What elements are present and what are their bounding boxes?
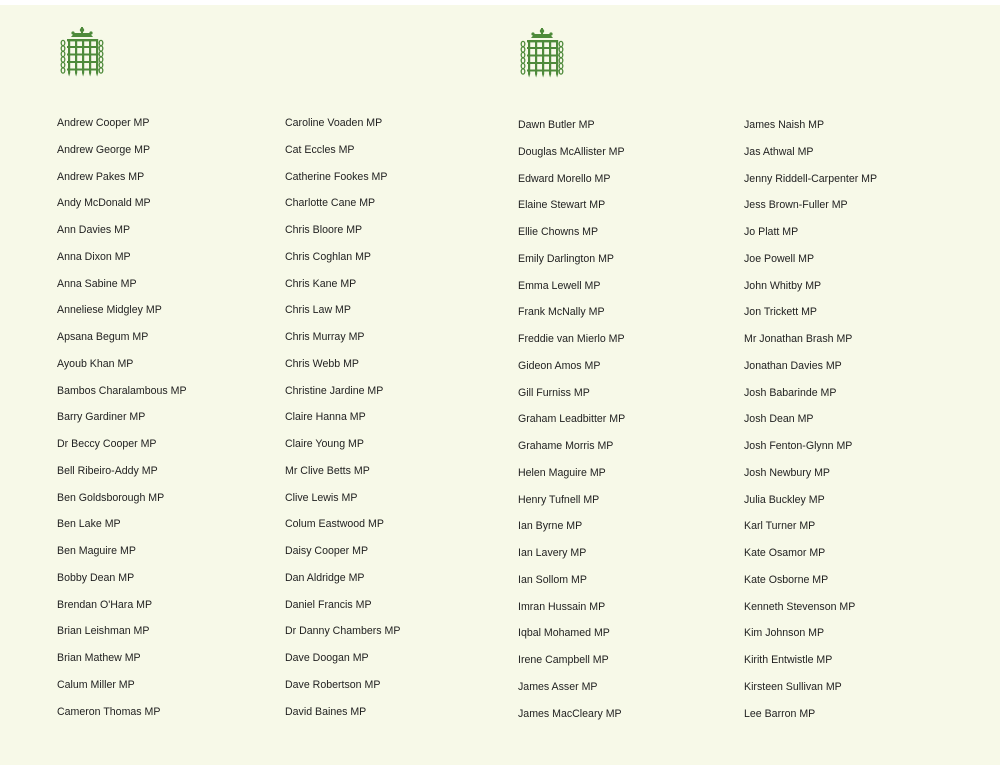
name-column-4 bbox=[744, 116, 877, 731]
signatory-name: Caroline Voaden MP bbox=[285, 117, 383, 129]
signatory-name: Josh Babarinde MP bbox=[744, 386, 837, 399]
signatory-name: Gideon Amos MP bbox=[518, 359, 601, 372]
signatory-name: Karl Turner MP bbox=[744, 520, 816, 533]
signatory-name: Claire Young MP bbox=[285, 438, 364, 450]
signatory-name: Henry Tufnell MP bbox=[518, 493, 600, 506]
signatory-name: David Baines MP bbox=[285, 705, 367, 718]
signatory-name: Chris Kane MP bbox=[285, 277, 357, 290]
signatory-name: Christine Jardine MP bbox=[285, 384, 384, 397]
signatory-name: Daisy Cooper MP bbox=[285, 545, 369, 557]
signatory-name: Ben Lake MP bbox=[57, 518, 121, 531]
signatory-name: James MacCleary MP bbox=[518, 707, 622, 720]
signatory-name: John Whitby MP bbox=[744, 279, 822, 292]
signatory-name: Barry Gardiner MP bbox=[57, 411, 146, 424]
signatory-name: Brian Mathew MP bbox=[57, 652, 141, 664]
signatory-name: Claire Hanna MP bbox=[285, 411, 366, 424]
portcullis-icon bbox=[519, 28, 565, 78]
signatory-name: Jonathan Davies MP bbox=[744, 359, 842, 372]
signatory-name: Emma Lewell MP bbox=[518, 279, 601, 292]
signatory-name: Iqbal Mohamed MP bbox=[518, 627, 610, 640]
signatory-name: Mr Jonathan Brash MP bbox=[744, 333, 853, 345]
signatory-name: Kirsteen Sullivan MP bbox=[744, 680, 842, 693]
signatory-name: Mr Clive Betts MP bbox=[285, 464, 370, 477]
signatory-name: Colum Eastwood MP bbox=[285, 518, 384, 531]
signatory-name: Graham Leadbitter MP bbox=[518, 413, 626, 426]
signatory-name: Anna Dixon MP bbox=[57, 250, 131, 263]
signatory-name: Andy McDonald MP bbox=[57, 197, 151, 210]
signatory-name: Kirith Entwistle MP bbox=[744, 654, 833, 666]
signatory-name: Kenneth Stevenson MP bbox=[744, 600, 856, 613]
signatory-name: Julia Buckley MP bbox=[744, 493, 825, 506]
signatory-name: Daniel Francis MP bbox=[285, 598, 372, 611]
signatory-name: Douglas McAllister MP bbox=[518, 145, 625, 158]
signatory-name: Brendan O'Hara MP bbox=[57, 598, 153, 611]
signatory-name: Ben Maguire MP bbox=[57, 545, 136, 557]
signatory-name: Cat Eccles MP bbox=[285, 143, 355, 156]
signatory-name: Lee Barron MP bbox=[744, 707, 816, 720]
signatory-name: Catherine Fookes MP bbox=[285, 170, 388, 183]
signatory-name: Josh Newbury MP bbox=[744, 466, 830, 479]
signatory-name: Josh Dean MP bbox=[744, 413, 814, 426]
name-column-1 bbox=[57, 114, 187, 729]
signatory-name: Clive Lewis MP bbox=[285, 491, 358, 504]
signatory-name: Andrew Cooper MP bbox=[57, 117, 150, 129]
signatory-name: Emily Darlington MP bbox=[518, 252, 614, 265]
signatory-name: Anneliese Midgley MP bbox=[57, 304, 162, 317]
signatory-name: Freddie van Mierlo MP bbox=[518, 333, 625, 345]
signatory-name: Imran Hussain MP bbox=[518, 600, 606, 613]
signatory-name: Ellie Chowns MP bbox=[518, 226, 599, 238]
signatory-name: Charlotte Cane MP bbox=[285, 197, 376, 210]
signatory-name: James Asser MP bbox=[518, 680, 598, 693]
signatory-name: Kate Osamor MP bbox=[744, 547, 826, 559]
page-top-margin bbox=[0, 0, 1000, 5]
signatory-name: Jess Brown-Fuller MP bbox=[744, 199, 848, 212]
signatory-name: Bambos Charalambous MP bbox=[57, 384, 187, 397]
signatory-name: Ian Byrne MP bbox=[518, 520, 583, 533]
signatory-name: Kate Osborne MP bbox=[744, 573, 829, 586]
signatory-name: Ayoub Khan MP bbox=[57, 357, 134, 370]
signatory-name: Dr Beccy Cooper MP bbox=[57, 438, 157, 450]
signatory-name: Gill Furniss MP bbox=[518, 386, 590, 399]
signatory-name: Andrew George MP bbox=[57, 143, 151, 156]
signatory-name: Cameron Thomas MP bbox=[57, 705, 161, 718]
name-column-3 bbox=[518, 116, 625, 731]
signatory-name: Josh Fenton-Glynn MP bbox=[744, 440, 853, 452]
signatory-name: Ben Goldsborough MP bbox=[57, 491, 165, 504]
signatory-name: Dave Doogan MP bbox=[285, 652, 369, 664]
signatory-name: Ian Lavery MP bbox=[518, 547, 587, 559]
signatory-name: Chris Webb MP bbox=[285, 357, 359, 370]
signatory-name: Anna Sabine MP bbox=[57, 277, 137, 290]
signatory-name: Bell Ribeiro-Addy MP bbox=[57, 464, 158, 477]
signatory-name: Chris Murray MP bbox=[285, 331, 365, 343]
signatory-name: Grahame Morris MP bbox=[518, 440, 614, 452]
signatory-name: Brian Leishman MP bbox=[57, 625, 150, 638]
signatory-name: Chris Coghlan MP bbox=[285, 250, 371, 263]
signatory-name: Helen Maguire MP bbox=[518, 466, 606, 479]
portcullis-icon bbox=[59, 27, 105, 77]
signatory-name: Kim Johnson MP bbox=[744, 627, 825, 640]
signatory-name: Andrew Pakes MP bbox=[57, 170, 145, 183]
signatory-name: Jas Athwal MP bbox=[744, 145, 814, 158]
signatory-name: Dave Robertson MP bbox=[285, 678, 381, 691]
signatory-name: Ian Sollom MP bbox=[518, 573, 587, 586]
signatory-name: Bobby Dean MP bbox=[57, 571, 135, 584]
signatory-name: Dr Danny Chambers MP bbox=[285, 625, 401, 638]
signatory-name: Chris Law MP bbox=[285, 304, 351, 317]
signatory-name: Ann Davies MP bbox=[57, 224, 131, 236]
signatory-name: Irene Campbell MP bbox=[518, 654, 609, 666]
signatory-name: James Naish MP bbox=[744, 119, 825, 131]
signatory-name: Jo Platt MP bbox=[744, 226, 799, 238]
signatory-name: Jenny Riddell-Carpenter MP bbox=[744, 172, 878, 185]
signatory-name: Apsana Begum MP bbox=[57, 331, 149, 343]
name-column-2 bbox=[285, 114, 400, 729]
signatory-name: Edward Morello MP bbox=[518, 172, 611, 185]
signatory-name: Chris Bloore MP bbox=[285, 224, 363, 236]
signatory-name: Joe Powell MP bbox=[744, 252, 815, 265]
signatory-name: Dan Aldridge MP bbox=[285, 571, 365, 584]
signatory-name: Frank McNally MP bbox=[518, 306, 605, 319]
signatory-name: Dawn Butler MP bbox=[518, 119, 595, 131]
signatory-name: Elaine Stewart MP bbox=[518, 199, 606, 212]
signatory-name: Calum Miller MP bbox=[57, 678, 135, 691]
signatory-name: Jon Trickett MP bbox=[744, 306, 817, 319]
